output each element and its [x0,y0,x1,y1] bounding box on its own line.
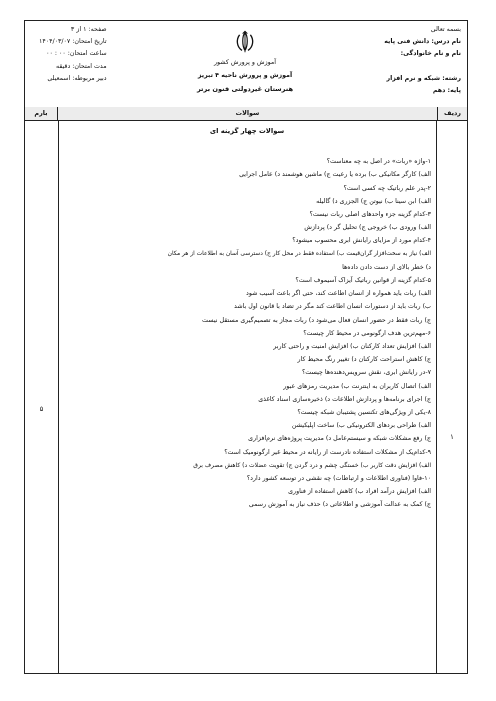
question-line: ۱-واژه «ربات» در اصل به چه معناست؟ [326,158,431,166]
header-left-info [39,24,107,85]
option-line: الف) ابن سینا ب) نیوتن ج) الجزری د) گالیله [316,197,431,205]
option-line: د) خطر بالای از دست دادن داده‌ها [342,263,431,271]
field-name: رشته: شبکه و نرم افزار [386,74,461,82]
teacher-name: دبیر مربوطه: اسمعیلی [47,74,107,82]
bism-text: بسمه تعالی [430,26,461,33]
option-line: الف) کارگر مکانیکی ب) برده یا رعیت ج) ماشین هوشمند د) عامل اجرایی [239,171,431,179]
section-title: سوالات چهار گزینه ای [209,127,285,135]
question-line: ۷-در رایانش ابری، نقش سرویس‌دهنده‌ها چیست؟ [301,369,431,377]
option-line: ج) کاهش استراحت کارکنان د) تغییر رنگ محیط کار [297,356,431,364]
exam-duration: مدت امتحان: دقیقه [55,62,107,70]
table-header [25,107,467,121]
option-line: الف) افزایش درآمد افراد ب) کاهش استفاده از فناوری [288,488,431,496]
question-line: ۵-کدام گزینه از قوانین رباتیک آیزاک آسیموف است؟ [295,277,431,285]
question-line: ۹-کدام‌یک از مشکلات استفاده نادرست از رایانه در محیط غیر ارگونومیک است؟ [224,448,431,456]
option-line: الف) اتصال کاربران به اینترنت ب) مدیریت رمزهای عبور [283,382,431,390]
blank-line [384,61,461,73]
option-line: الف) افزایش تعداد کارکنان ب) افزایش امنیت و راحتی کاربر [273,343,431,351]
student-name: نام و نام خانوادگی: [400,50,461,58]
row-score: ۵ [39,405,44,413]
column-score: بارم [25,107,58,120]
column-divider-left [58,120,59,673]
header-center [175,24,315,96]
option-line: الف) افزایش دقت کاربر ب) خستگی چشم و درد گردن ج) تقویت عضلات د) کاهش مصرف برق [193,461,431,469]
option-line: ج) اجرای برنامه‌ها و پردازش اطلاعات د) ذخیره‌سازی اسناد کاغذی [258,395,431,403]
school-name: هنرستان غیردولتی فنون برتر [196,85,294,93]
questions-body [63,125,431,512]
row-number: ۱ [450,433,454,441]
question-line: ۸-یکی از ویژگی‌های تکنسین پشتیبان شبکه چیست؟ [297,409,431,417]
course-name: نام درس: دانش فنی پایه [384,38,461,46]
exam-header [25,21,467,108]
ministry-text: آموزش و پرورش کشور [213,59,277,66]
column-divider-right [436,120,437,673]
exam-date: تاریخ امتحان: ۱۴۰۴/۰۳/۰۷ [39,38,107,46]
question-line: ۳-کدام گزینه جزء واحدهای اصلی ربات نیست؟ [309,211,431,219]
question-line: ۴-کدام مورد از مزایای رایانش ابری محسوب میشود؟ [292,237,431,245]
option-line: ب) ربات باید از دستورات انسان اطاعت کند مگر در تضاد با قانون اول باشد [234,303,431,311]
question-line: ۲-پدر علم رباتیک چه کسی است؟ [343,184,431,192]
header-right-info [384,24,461,97]
exam-frame [24,20,468,674]
option-line: ج) رفع مشکلات شبکه و سیستم‌عامل د) مدیریت پروژه‌های نرم‌افزاری [248,435,431,443]
iran-emblem-icon [233,30,257,54]
question-line: ۶-مهم‌ترین هدف ارگونومی در محیط کار چیست؟ [303,329,431,337]
option-line: الف) ورودی ب) خروجی ج) تحلیل گر د) پردازش [304,224,431,232]
option-line: الف) طراحی بردهای الکترونیکی ب) ساخت اپلیکیشن [291,422,431,430]
column-radif: ردیف [437,107,467,120]
district-text: آموزش و پرورش ناحیه ۴ تبریز [197,72,293,79]
option-line: ج) کمک به عدالت آموزشی و اطلاعاتی د) حذف نیاز به آموزش رسمی [248,501,431,509]
option-line: الف) ربات باید همواره از انسان اطاعت کند، حتی اگر باعث آسیب شود [246,290,431,298]
question-line: ۱۰-فاوا (فناوری اطلاعات و ارتباطات) چه نقشی در توسعه کشور دارد؟ [246,475,431,483]
option-line: ج) ربات فقط در حضور انسان فعال می‌شود د) ربات مجاز به تصمیم‌گیری مستقل نیست [202,316,431,324]
option-line: الف) نیاز به سخت‌افزار گران‌قیمت ب) استفاده فقط در محل کار ج) دسترسی آسان به اطلاعات از هر مکان [167,250,431,257]
column-questions: سوالات [235,109,260,117]
page-number: صفحه: ۱ از ۳ [70,26,107,33]
exam-time: ساعت امتحان: ۰۰ : ۰۰ [46,50,107,58]
grade-name: پایه: دهم [432,87,461,95]
